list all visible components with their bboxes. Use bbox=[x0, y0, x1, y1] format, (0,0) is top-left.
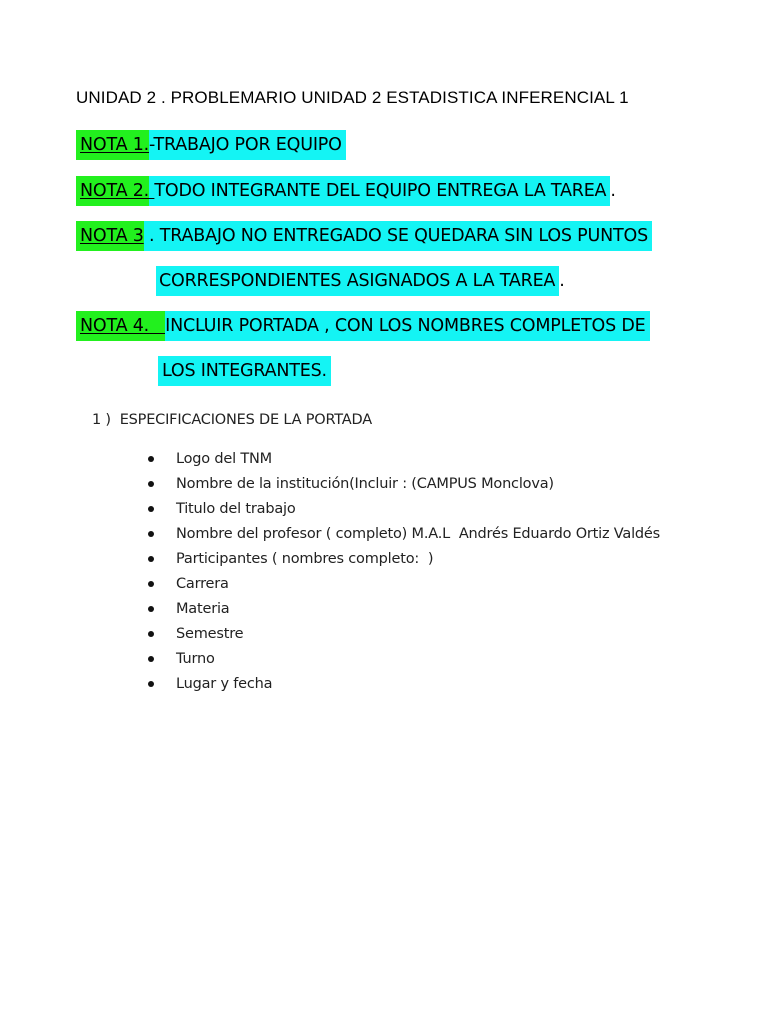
list-item: Nombre de la institución(Incluir : (CAMPUS Monclova) bbox=[146, 471, 660, 496]
bullet-icon bbox=[148, 481, 154, 487]
note-2-text: TODO INTEGRANTE DEL EQUIPO ENTREGA LA TAREA bbox=[154, 181, 607, 201]
note-1 bbox=[76, 130, 346, 160]
list-item: Nombre del profesor ( completo) M.A.L Andrés Eduardo Ortiz Valdés bbox=[146, 521, 660, 546]
bullet-icon bbox=[148, 681, 154, 687]
note-4-cont-text: LOS INTEGRANTES. bbox=[162, 361, 327, 381]
note-3-continuation bbox=[156, 266, 565, 296]
spec-list bbox=[146, 446, 660, 696]
note-3-label: NOTA 3 bbox=[80, 226, 144, 246]
bullet-icon bbox=[148, 631, 154, 637]
list-item: Semestre bbox=[146, 621, 660, 646]
list-item: Carrera bbox=[146, 571, 660, 596]
bullet-icon bbox=[148, 656, 154, 662]
note-2-label: NOTA 2. bbox=[80, 181, 150, 201]
bullet-icon bbox=[148, 456, 154, 462]
note-3-text: TRABAJO NO ENTREGADO SE QUEDARA SIN LOS PUNTOS bbox=[159, 226, 648, 246]
list-item: Logo del TNM bbox=[146, 446, 660, 471]
note-4-continuation bbox=[158, 356, 331, 386]
list-item: Lugar y fecha bbox=[146, 671, 660, 696]
bullet-icon bbox=[148, 581, 154, 587]
list-item: Materia bbox=[146, 596, 660, 621]
note-2 bbox=[76, 176, 616, 206]
note-1-text: TRABAJO POR EQUIPO bbox=[153, 135, 342, 155]
note-4-text: INCLUIR PORTADA , CON LOS NOMBRES COMPLETOS DE bbox=[165, 316, 646, 336]
note-3-tail: . bbox=[559, 271, 565, 291]
document-title: UNIDAD 2 . PROBLEMARIO UNIDAD 2 ESTADISTICA INFERENCIAL 1 bbox=[76, 88, 629, 107]
bullet-icon bbox=[148, 531, 154, 537]
note-4 bbox=[76, 311, 650, 341]
note-4-label: NOTA 4. bbox=[80, 316, 150, 336]
list-item: Turno bbox=[146, 646, 660, 671]
note-3-cont-text: CORRESPONDIENTES ASIGNADOS A LA TAREA bbox=[159, 271, 556, 291]
bullet-icon bbox=[148, 506, 154, 512]
note-2-tail: . bbox=[610, 181, 616, 201]
note-4-sep bbox=[149, 316, 165, 336]
spec-heading: 1 ) ESPECIFICACIONES DE LA PORTADA bbox=[92, 412, 372, 428]
bullet-icon bbox=[148, 556, 154, 562]
list-item: Participantes ( nombres completo: ) bbox=[146, 546, 660, 571]
note-3-sep: . bbox=[143, 226, 160, 246]
note-1-label: NOTA 1. bbox=[80, 135, 150, 155]
note-3 bbox=[76, 221, 652, 251]
list-item: Titulo del trabajo bbox=[146, 496, 660, 521]
note-1-sep: - bbox=[149, 135, 154, 155]
bullet-icon bbox=[148, 606, 154, 612]
